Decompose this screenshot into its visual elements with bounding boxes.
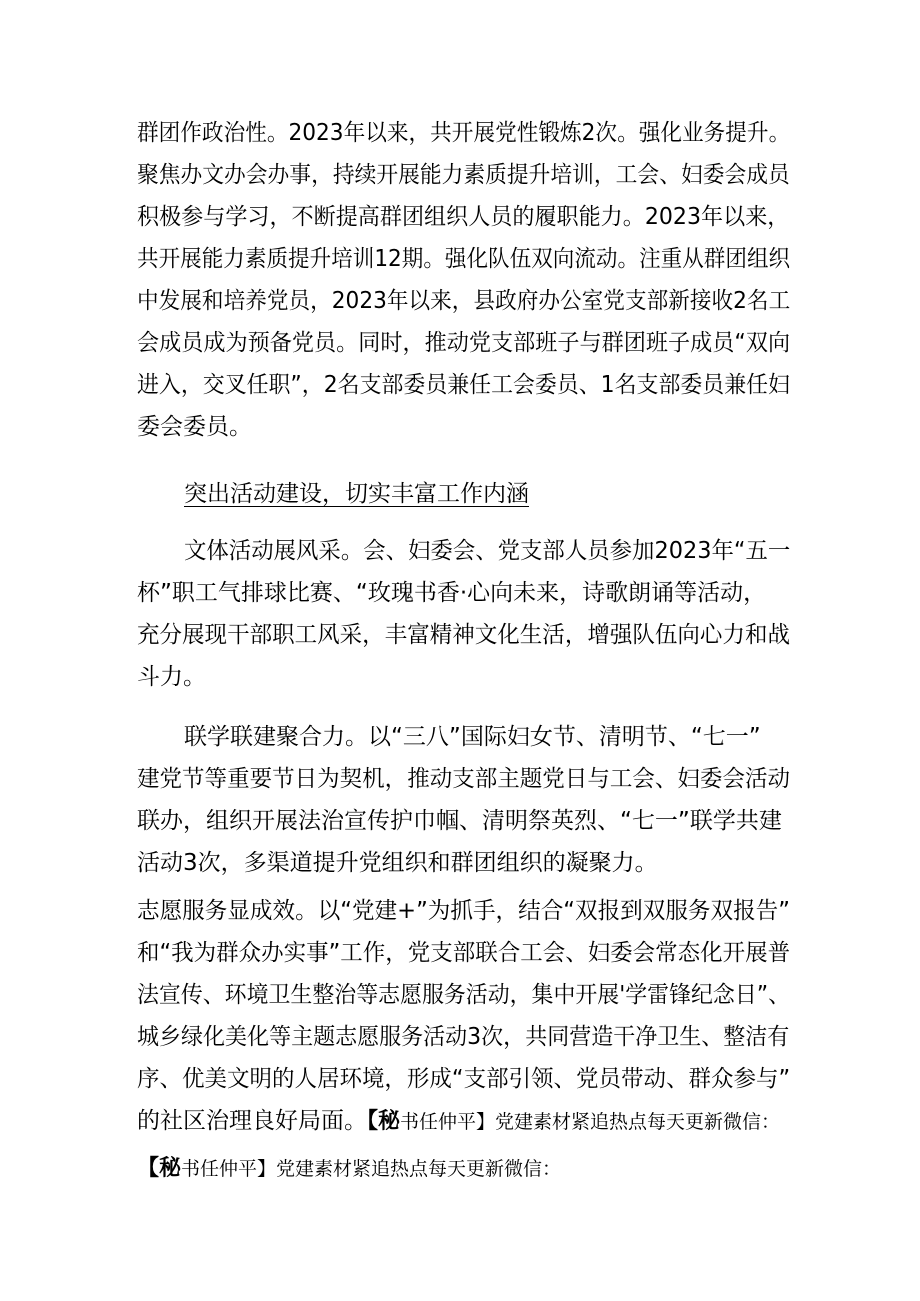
text-line-content: 的社区治理良好局面。 <box>137 1108 367 1134</box>
text-line: 积极参与学习，不断提高群团组织人员的履职能力。2023年以来， <box>137 204 790 230</box>
text-line: 志愿服务显成效。以“党建+”为抓手，结合“双报到双服务双报告” <box>137 898 790 924</box>
footer-note-text: 书任仲平】党建素材紧追热点每天更新微信： <box>181 1158 562 1180</box>
section-heading: 突出活动建设，切实丰富工作内涵 <box>184 481 529 507</box>
text-line: 联学联建聚合力。以“三八”国际妇女节、清明节、“七一” <box>184 724 761 750</box>
text-line: 会成员成为预备党员。同时，推动党支部班子与群团班子成员“双向 <box>137 330 791 356</box>
text-line: 群团作政治性。2023年以来，共开展党性锻炼2次。强化业务提升。 <box>137 120 791 146</box>
footer-note <box>137 1153 561 1183</box>
text-line <box>137 1106 780 1136</box>
text-line: 充分展现干部职工风采，丰富精神文化生活，增强队伍向心力和战 <box>137 622 790 648</box>
text-line: 斗力。 <box>137 664 206 690</box>
text-line: 建党节等重要节日为契机，推动支部主题党日与工会、妇委会活动 <box>137 766 790 792</box>
text-line: 文体活动展风采。会、妇委会、党支部人员参加2023年“五一 <box>184 538 791 564</box>
text-line: 序、优美文明的人居环境，形成“支部引领、党员带动、群众参与” <box>137 1066 791 1092</box>
text-line: 杯”职工气排球比赛、“玫瑰书香·心向未来，诗歌朗诵等活动， <box>137 580 767 606</box>
text-line: 委会委员。 <box>137 414 252 440</box>
inline-note-text: 书任仲平】党建素材紧追热点每天更新微信： <box>400 1111 781 1133</box>
text-line: 聚焦办文办会办事，持续开展能力素质提升培训，工会、妇委会成员 <box>137 162 790 188</box>
inline-note-prefix: 【秘 <box>367 1109 401 1134</box>
text-line: 法宣传、环境卫生整治等志愿服务活动，集中开展'学雷锋纪念日”、 <box>137 982 791 1008</box>
text-line: 共开展能力素质提升培训12期。强化队伍双向流动。注重从群团组织 <box>137 246 791 272</box>
text-line: 中发展和培养党员，2023年以来，县政府办公室党支部新接收2名工 <box>137 288 791 314</box>
text-line: 进入，交叉任职”，2名支部委员兼任工会委员、1名支部委员兼任妇 <box>137 372 790 398</box>
footer-note-prefix: 【秘 <box>137 1156 182 1181</box>
text-line: 联办，组织开展法治宣传护巾帼、清明祭英烈、“七一”联学共建 <box>137 808 782 834</box>
text-line: 活动3次，多渠道提升党组织和群团组织的凝聚力。 <box>137 850 658 876</box>
text-line: 城乡绿化美化等主题志愿服务活动3次，共同营造干净卫生、整洁有 <box>137 1024 790 1050</box>
text-line: 和“我为群众办实事”工作，党支部联合工会、妇委会常态化开展普 <box>137 940 791 966</box>
